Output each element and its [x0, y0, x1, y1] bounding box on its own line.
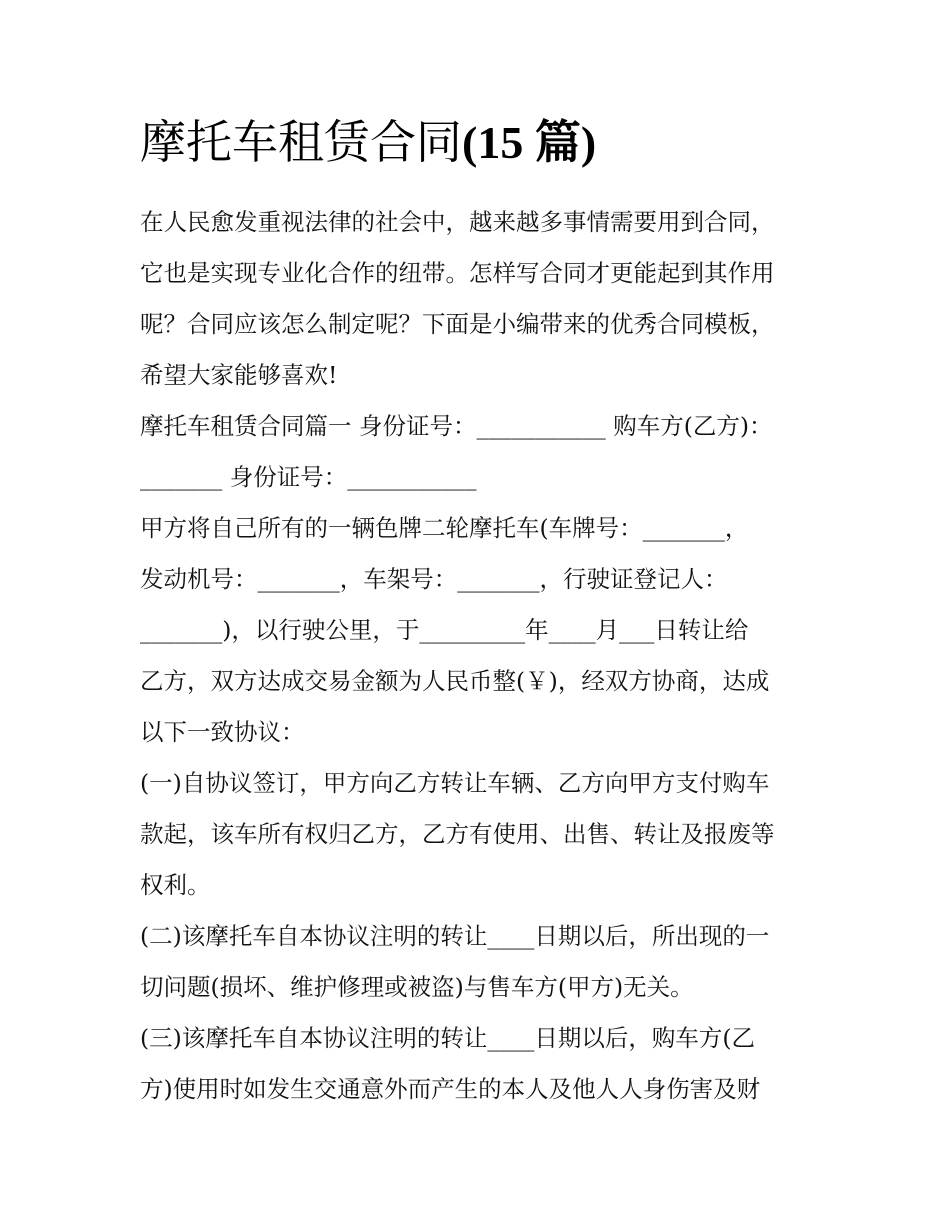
document-title-main: 摩托车租赁合同: [140, 115, 462, 169]
body-line: _______ 身份证号：___________: [140, 463, 477, 491]
body-line: 权利。: [140, 871, 211, 899]
body-line: 它也是实现专业化合作的纽带。怎样写合同才更能起到其作用: [140, 259, 775, 287]
body-line: 摩托车租赁合同篇一 身份证号：___________ 购车方(乙方)：: [140, 412, 773, 440]
body-line: 在人民愈发重视法律的社会中，越来越多事情需要用到合同，: [140, 208, 775, 236]
body-line: (二)该摩托车自本协议注明的转让____日期以后，所出现的一: [140, 922, 770, 950]
body-line: 发动机号：_______，车架号：_______，行驶证登记人：: [140, 565, 728, 593]
body-line: _______)，以行驶公里，于_________年____月___日转让给: [140, 616, 749, 644]
body-line: 以下一致协议：: [140, 718, 305, 746]
body-line: 希望大家能够喜欢!: [140, 361, 338, 389]
body-line: (一)自协议签订，甲方向乙方转让车辆、乙方向甲方支付购车: [140, 769, 770, 797]
body-line: 甲方将自己所有的一辆色牌二轮摩托车(车牌号：_______，: [140, 514, 749, 542]
body-line: 方)使用时如发生交通意外而产生的本人及他人人身伤害及财: [140, 1075, 761, 1103]
body-line: 呢？合同应该怎么制定呢？下面是小编带来的优秀合同模板，: [140, 310, 775, 338]
document-title-suffix: (15 篇): [462, 117, 597, 168]
body-line: 款起，该车所有权归乙方，乙方有使用、出售、转让及报废等: [140, 820, 775, 848]
body-line: 乙方，双方达成交易金额为人民币整(￥)，经双方协商，达成: [140, 667, 770, 695]
body-line: 切问题(损坏、维护修理或被盗)与售车方(甲方)无关。: [140, 973, 694, 1001]
body-line: (三)该摩托车自本协议注明的转让____日期以后，购车方(乙: [140, 1024, 756, 1052]
document-title: [140, 115, 596, 170]
document-body: [140, 197, 820, 1115]
